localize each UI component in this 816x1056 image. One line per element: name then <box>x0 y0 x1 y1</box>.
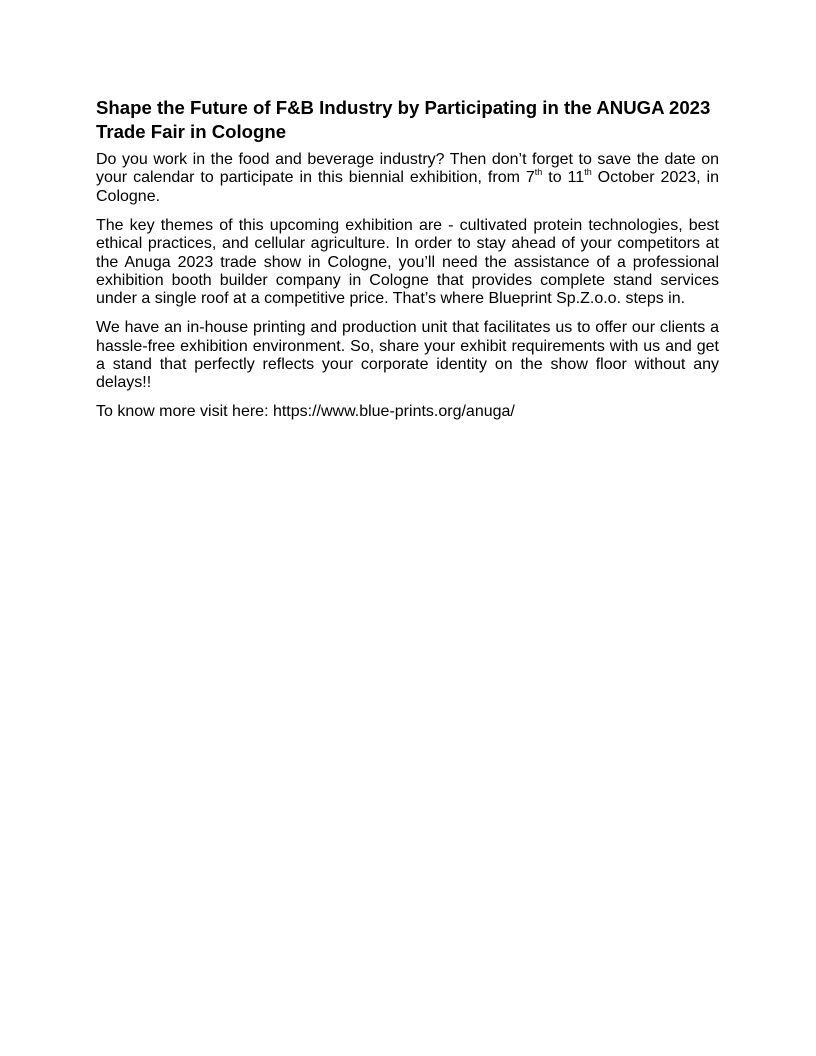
ordinal-suffix-1: th <box>534 167 543 178</box>
paragraph-intro-text-3: October 2023, in Cologne. <box>96 169 720 205</box>
anuga-link[interactable]: https://www.blue-prints.org/anuga/ <box>272 403 515 421</box>
paragraph-production: We have an in-house printing and production unit that facilitates us to offer our clients a hassle-free exhibition environment. So, share your exhibit requirements with us and get a stand that perfectly reflects your corporate identity on the show floor without any delays!! <box>96 319 719 392</box>
paragraph-intro-text-1: Do you work in the food and beverage industry? Then don’t forget to save the date on your calendar to participate in this biennial exhibition, from 7 <box>96 151 719 187</box>
paragraph-themes: The key themes of this upcoming exhibition are - cultivated protein technologies, best ethical practices, and cellular agriculture. In order to stay ahead of your competitors at the Anuga 2023 trade show in Cologne, you’ll need the assistance of a professional exhibition booth builder company in Cologne that provides complete stand services under a single roof at a competitive price. That’s where Blueprint Sp.Z.o.o. steps in. <box>96 216 719 308</box>
document-page <box>96 96 719 432</box>
paragraph-more-info <box>96 403 719 421</box>
paragraph-intro <box>96 151 719 206</box>
page-title: Shape the Future of F&B Industry by Participating in the ANUGA 2023 Trade Fair in Cologne <box>96 97 711 142</box>
ordinal-suffix-2: th <box>584 167 592 178</box>
paragraph-intro-text-2: to 11 <box>542 169 585 187</box>
more-info-prefix: To know more visit here: <box>96 403 273 421</box>
